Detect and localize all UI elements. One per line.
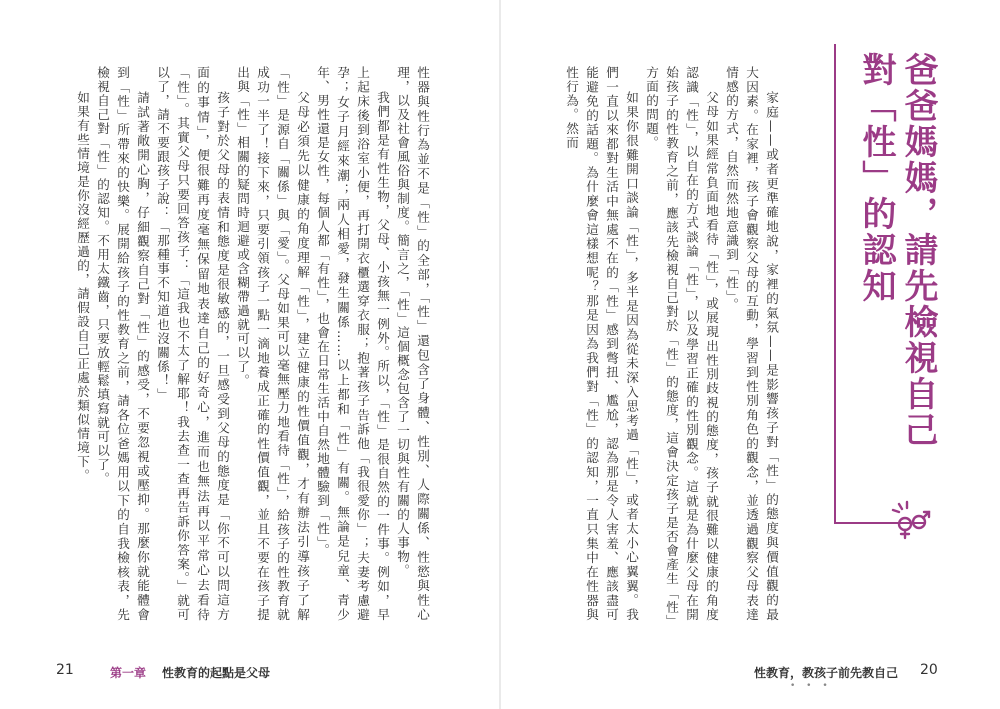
left-page-body xyxy=(56,66,432,622)
chapter-label: 第一章 xyxy=(110,666,147,680)
decorative-dots: • • • xyxy=(790,681,832,691)
page-number-left: 21 xyxy=(56,662,74,678)
right-paragraph: 如果你很難開口談論「性」，多半是因為從未深入思考過「性」，或者太小心翼翼。我們一直以來都對生活中無處不在的「性」感到彆扭、尷尬，認為那是令人害羞、應該盡可能避免的話題。為什麼會這樣想呢？那是因為我們對「性」的認知，一直只集中在性器與性行為。然而 xyxy=(564,66,639,622)
section-title-line2: 對「性」的認知 xyxy=(856,52,896,304)
left-paragraph: 性器與性行為並不是「性」的全部，「性」還包含了身體、性別、人際關係、性慾與性心理，以及社會風俗與制度。簡言之，「性」這個概念包含了一切與性有關的人事物。 xyxy=(395,66,430,622)
section-title-line1: 爸爸媽媽，請先檢視自己 xyxy=(898,52,938,448)
gender-symbols-icon xyxy=(889,498,933,542)
right-paragraph: 父母如果經常負面地看待「性」，或展現出性別歧視的態度，孩子就很難以健康的角度認識「性」，以自在的方式談論「性」，以及學習正確的性別觀念。這就是為什麼父母在開始孩子的性教育之前，應該先檢視自己對於「性」的態度，這會決定孩子是否會產生「性」方面的問題。 xyxy=(644,66,719,622)
left-paragraph: 我們都是有性生物，父母、小孩無一例外。所以，「性」是很自然的一件事。例如，早上起床後到浴室小便，再打開衣櫃選穿衣服；抱著孩子告訴他「我很愛你」；夫妻考慮避孕；女子月經來潮；兩人相愛，發生關係……以上都和「性」有關。無論是兒童、青少年、男性還是女性，每個人都「有性」，也會在日常生活中自然地體驗到「性」。 xyxy=(315,66,390,622)
chapter-title: 性教育的起點是父母 xyxy=(162,666,271,680)
page-number-right: 20 xyxy=(920,662,938,678)
left-paragraph: 孩子對於父母的表情和態度是很敏感的，一旦感受到父母的態度是「你不可以問這方面的事情」，便很難再度毫無保留地表達自己的好奇心，進而也無法再以平常心去看待「性」。其實父母只要回答孩子：「這我也不太了解耶！我去查一查再告訴你答案。」就可以了，請不要跟孩子說：「那種事不知道也沒關係！」 xyxy=(155,66,230,622)
left-paragraph: 父母必須先以健康的角度理解「性」，建立健康的性價值觀，才有辦法引導孩子了解「性」是源自「關係」與「愛」。父母如果可以毫無壓力地看待「性」，給孩子的性教育就成功一半了！接下來，只要引領孩子一點一滴地養成正確的性價值觀，並且不要在孩子提出與「性」相關的疑問時迴避或含糊帶過就可以了。 xyxy=(235,66,310,622)
right-page-body xyxy=(564,66,781,622)
right-paragraph: 家庭——或者更準確地說，家裡的氣氛——是影響孩子對「性」的態度與價值觀的最大因素。在家裡，孩子會觀察父母的互動，學習到性別角色的觀念，並透過觀察父母表達情感的方式，自然而然地意識到「性」。 xyxy=(724,66,779,622)
running-title: 性教育，教孩子前先教自己 xyxy=(754,666,899,680)
left-paragraph: 請試著敞開心胸，仔細觀察自己對「性」的感受，不要忽視或壓抑。那麼你就能體會到「性」所帶來的快樂。展開給孩子的性教育之前，請各位爸媽用以下的自我檢核表，先檢視自己對「性」的認知。不用太鐵齒，只要放輕鬆填寫就可以了。 xyxy=(95,66,150,622)
page-gutter xyxy=(499,0,501,709)
left-paragraph: 如果有些情境是你沒經歷過的，請假設自己正處於類似情境下。 xyxy=(75,91,90,484)
